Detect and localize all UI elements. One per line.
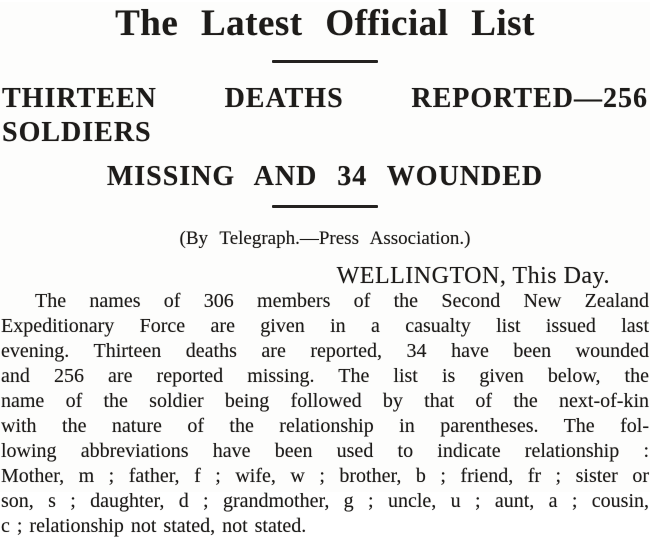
body-line: and 256 are reported missing. The list is given below, the <box>1 365 649 387</box>
dateline: WELLINGTON, This Day. <box>336 263 610 289</box>
body-line: evening. Thirteen deaths are reported, 34 have been wounded <box>1 340 649 362</box>
divider-rule-top <box>272 60 378 63</box>
body-line: lowing abbreviations have been used to indicate relationship : <box>1 440 649 462</box>
body-line: son, s ; daughter, d ; grandmother, g ; uncle, u ; aunt, a ; cousin, <box>1 490 649 512</box>
newspaper-clipping <box>0 2 650 537</box>
body-line: name of the soldier being followed by that of the next-of-kin <box>1 390 649 412</box>
body-line: Expeditionary Force are given in a casualty list issued last <box>1 315 649 337</box>
headline-line-1: THIRTEEN DEATHS REPORTED—256 SOLDIERS <box>2 83 648 148</box>
body-line: c ; relationship not stated, not stated. <box>1 515 307 537</box>
divider-rule-middle <box>272 205 378 208</box>
body-line: The names of 306 members of the Second New Zealand <box>35 290 649 312</box>
headline-line-2: MISSING AND 34 WOUNDED <box>106 161 544 192</box>
body-line: Mother, m ; father, f ; wife, w ; brother, b ; friend, fr ; sister or <box>1 465 649 487</box>
article-title: The Latest Official List <box>115 3 535 44</box>
byline: (By Telegraph.—Press Association.) <box>179 228 471 249</box>
article-body <box>0 289 650 539</box>
body-line: with the nature of the relationship in parentheses. The fol- <box>1 415 649 437</box>
